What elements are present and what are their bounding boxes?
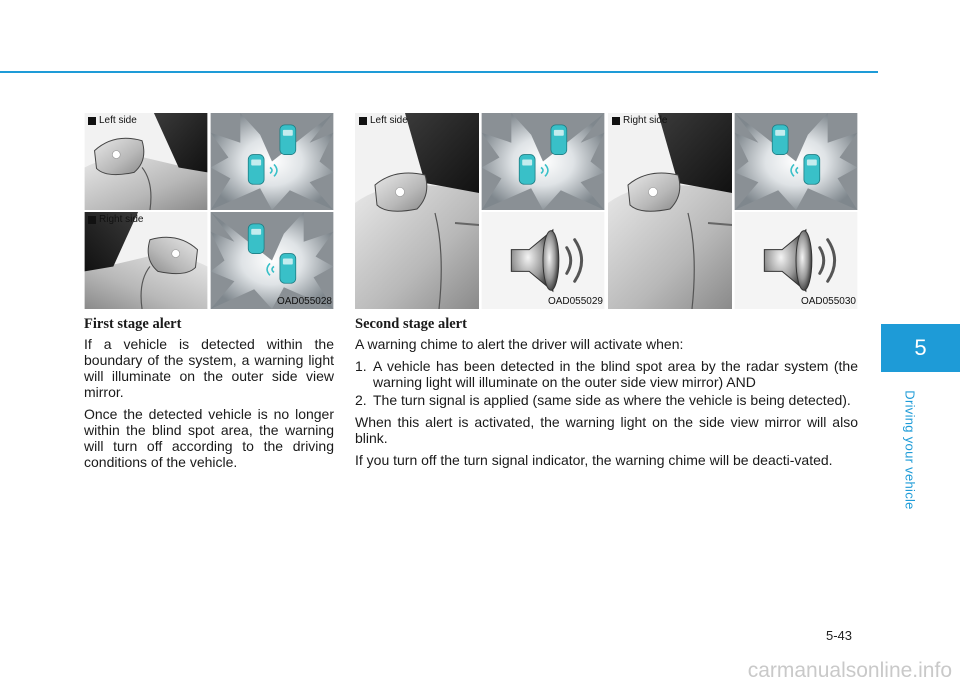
bullet-square-icon [88,117,96,125]
speaker-icon [734,212,858,309]
figure-second-stage-right [608,113,858,309]
second-stage-section [355,316,858,474]
first-stage-paragraph: If a vehicle is detected within the boundary of the system, a warning light will illuminate on the outer side view mirror. [84,336,334,400]
list-item [355,358,858,390]
left-mirror-image [84,113,208,210]
watermark: carmanualsonline.info [747,659,952,682]
figure-label-right-side: Right side [88,214,143,225]
second-stage-intro: A warning chime to alert the driver will activate when: [355,336,684,352]
page-number: 5-43 [826,628,853,643]
header-rule [0,71,878,73]
list-item [355,392,858,408]
first-stage-section [84,316,334,476]
list-text: The turn signal is applied (same side as where the vehicle is being detected). [373,392,851,408]
figure-code: OAD055029 [547,296,603,307]
figure-first-stage [84,113,334,309]
right-side-car-image [608,113,732,309]
figure-label-left-side: Left side [88,115,137,126]
right-radar-image [734,113,858,210]
list-number: 2. [355,392,367,408]
bullet-square-icon [88,216,96,224]
figure-label-right-side: Right side [612,115,667,126]
left-side-car-image [355,113,479,309]
right-mirror-image [84,212,208,309]
left-radar-image [481,113,605,210]
second-stage-heading: Second stage alert [355,316,467,332]
condition-list [355,358,858,408]
chapter-number-tab: 5 [881,324,960,372]
figure-code: OAD055030 [800,296,856,307]
second-stage-paragraph: When this alert is activated, the warning light on the side view mirror will also blink. [355,414,858,446]
figure-code: OAD055028 [276,296,332,307]
chapter-title: Driving your vehicle [902,390,918,510]
bullet-square-icon [359,117,367,125]
figure-label-left-side: Left side [359,115,408,126]
list-number: 1. [355,358,367,374]
second-stage-paragraph: If you turn off the turn signal indicator, the warning chime will be deacti-vated. [355,452,833,468]
list-text: A vehicle has been detected in the blind spot area by the radar system (the warning light will illuminate on the outer side view mirror) AND [373,358,858,390]
first-stage-paragraph: Once the detected vehicle is no longer within the blind spot area, the warning will turn off according to the driving conditions of the vehicle. [84,406,334,470]
right-radar-image [210,212,334,309]
speaker-icon [481,212,605,309]
figure-second-stage-left [355,113,605,309]
bullet-square-icon [612,117,620,125]
left-radar-image [210,113,334,210]
first-stage-heading: First stage alert [84,316,182,332]
